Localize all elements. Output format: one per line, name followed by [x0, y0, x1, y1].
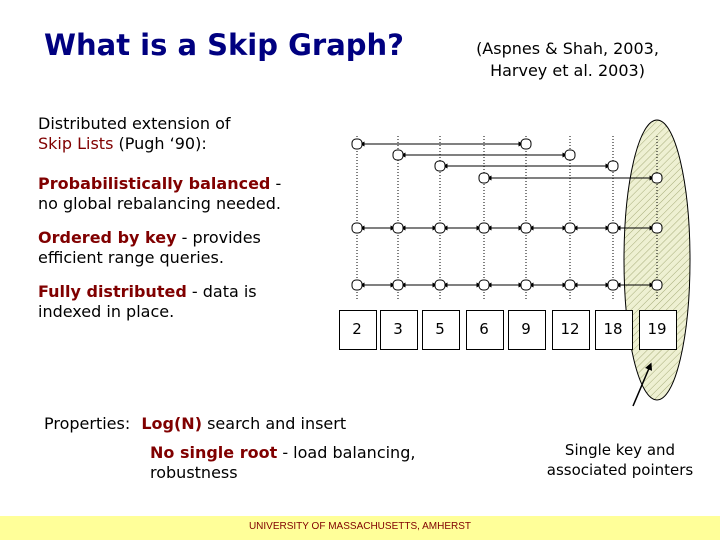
fully-rest: - data is: [186, 282, 257, 301]
prob-line-2: no global rebalancing needed.: [38, 194, 282, 213]
ordered-rest: - provides: [176, 228, 261, 247]
key-label: 6: [479, 320, 489, 338]
skip-node: [652, 173, 662, 183]
key-label: 19: [647, 320, 667, 338]
slide-title: What is a Skip Graph?: [44, 28, 404, 62]
skip-node: [608, 161, 618, 171]
skip-node: [565, 150, 575, 160]
log-rest: search and insert: [202, 414, 347, 433]
skip-node: [479, 173, 489, 183]
intro-line-1: Distributed extension of: [38, 114, 231, 133]
prob-rest: -: [270, 174, 282, 193]
footer-text: UNIVERSITY OF MASSACHUSETTS, AMHERST: [248, 521, 472, 532]
fully-line-2: indexed in place.: [38, 302, 175, 321]
skip-node: [435, 280, 445, 290]
properties-label: Properties:: [44, 414, 131, 433]
skip-node: [608, 223, 618, 233]
skip-node: [521, 139, 531, 149]
skip-node: [565, 223, 575, 233]
skip-node: [393, 150, 403, 160]
properties-line-1: [44, 414, 346, 434]
skip-node: [393, 280, 403, 290]
key-label: 2: [352, 320, 362, 338]
skip-lists-term: Skip Lists: [38, 134, 114, 153]
properties-line-2: [150, 443, 415, 483]
ordered-line-2: efficient range queries.: [38, 248, 224, 267]
citation-line-2: Harvey et al. 2003): [490, 61, 645, 80]
root-line-2: robustness: [150, 463, 238, 482]
callout-text: [535, 440, 705, 480]
skip-node: [565, 280, 575, 290]
skip-node: [435, 161, 445, 171]
skip-node: [652, 223, 662, 233]
skip-node: [479, 223, 489, 233]
skip-node: [521, 223, 531, 233]
root-bold: No single root: [150, 443, 278, 462]
skip-node: [521, 280, 531, 290]
skip-node: [393, 223, 403, 233]
log-bold: Log(N): [141, 414, 202, 433]
key-label: 12: [560, 320, 580, 338]
key-label: 9: [521, 320, 531, 338]
skip-node: [352, 223, 362, 233]
citation-line-1: (Aspnes & Shah, 2003,: [476, 39, 659, 58]
prob-bold: Probabilistically balanced: [38, 174, 271, 193]
skip-node: [435, 223, 445, 233]
callout-line-1: Single key and: [564, 441, 676, 459]
skip-node: [608, 280, 618, 290]
skip-node: [352, 280, 362, 290]
root-rest: - load balancing,: [277, 443, 416, 462]
skip-node: [479, 280, 489, 290]
key-label: 18: [603, 320, 623, 338]
fully-bold: Fully distributed: [38, 282, 187, 301]
key-label: 3: [393, 320, 403, 338]
footer-bar: [0, 516, 720, 540]
ordered-bold: Ordered by key: [38, 228, 177, 247]
key-label: 5: [435, 320, 445, 338]
intro-rest: (Pugh ‘90):: [113, 134, 207, 153]
skip-node: [352, 139, 362, 149]
callout-line-2: associated pointers: [546, 461, 694, 479]
skip-node: [652, 280, 662, 290]
